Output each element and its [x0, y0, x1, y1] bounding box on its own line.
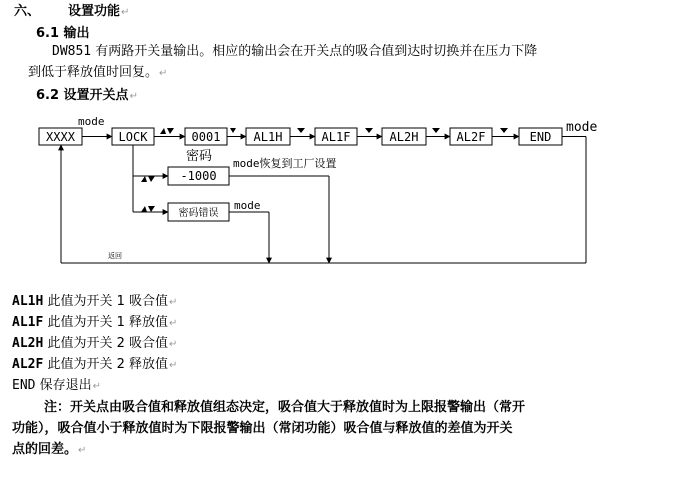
heading-6-2-text: 6.2 设置开关点	[36, 88, 129, 103]
node-xxxx	[39, 128, 82, 145]
node-end	[519, 128, 562, 145]
paragraph-mark-icon: ↵	[169, 360, 178, 371]
up-key-icon	[160, 128, 166, 134]
password-error-box	[168, 203, 229, 221]
note-line3	[12, 442, 86, 459]
def-al2h-code: AL2H	[12, 336, 44, 351]
node-al1f	[315, 128, 357, 145]
password-error-text: 密码错误	[178, 208, 219, 219]
node-al2h	[382, 128, 426, 145]
def-al1h-text: 此值为开关 1 吸合值	[47, 294, 168, 309]
def-al1f	[12, 315, 177, 332]
down-key-icon	[148, 206, 155, 212]
reset-value: -1000	[180, 169, 217, 183]
paragraph-6-1-line2-text: 到低于释放值时回复。	[28, 65, 159, 80]
def-al1f-text: 此值为开关 1 释放值	[47, 315, 168, 330]
up-key-icon	[141, 176, 147, 182]
section-title-text: 设置功能	[68, 4, 121, 19]
heading-6-1: 6.1 输出	[36, 26, 90, 41]
node-al2f-label: AL2F	[456, 130, 486, 144]
node-al2f	[450, 128, 492, 145]
return-label: 返回	[108, 252, 122, 260]
down-key-icon	[500, 128, 508, 133]
paragraph-mark-icon: ↵	[169, 297, 178, 308]
node-password-label: 0001	[191, 130, 221, 144]
down-key-icon	[230, 128, 236, 133]
note-line1: 注：开关点由吸合值和释放值组态决定，吸合值大于释放值时为上限报警输出（常开	[44, 400, 526, 415]
def-end-text: 保存退出	[39, 378, 92, 393]
down-key-icon	[148, 176, 155, 182]
node-lock-label: LOCK	[118, 130, 148, 144]
paragraph-mark-icon: ↵	[159, 68, 168, 79]
down-key-icon	[432, 128, 440, 133]
node-al2h-label: AL2H	[389, 130, 419, 144]
error-mode-label: mode	[234, 199, 261, 212]
model-name: DW851	[52, 44, 92, 59]
node-password	[185, 128, 227, 145]
paragraph-mark-icon: ↵	[121, 7, 130, 18]
reset-note: mode恢复到工厂设置	[233, 157, 337, 170]
def-end-code: END	[12, 378, 36, 393]
def-al2f	[12, 357, 177, 374]
section-number: 六、	[14, 4, 41, 19]
node-al1h-label: AL1H	[253, 130, 283, 144]
def-al2h-text: 此值为开关 2 吸合值	[47, 336, 168, 351]
node-end-label: END	[529, 130, 552, 144]
reset-value-box	[168, 167, 229, 185]
paragraph-mark-icon: ↵	[169, 318, 178, 329]
def-al1f-code: AL1F	[12, 315, 44, 330]
node-al1h	[246, 128, 290, 145]
node-xxxx-label: XXXX	[46, 130, 75, 144]
def-al1h-code: AL1H	[12, 294, 44, 309]
up-key-icon	[141, 206, 147, 212]
def-end	[12, 378, 101, 395]
node-lock	[112, 128, 154, 145]
down-key-icon	[297, 128, 305, 133]
def-al2f-code: AL2F	[12, 357, 44, 372]
mode-label-end: mode	[566, 120, 598, 135]
paragraph-6-1-line1-text: 有两路开关量输出。相应的输出会在开关点的吸合值到达时切换并在压力下降	[95, 44, 538, 59]
paragraph-mark-icon: ↵	[92, 381, 102, 392]
down-key-icon	[365, 128, 373, 133]
down-key-icon	[167, 128, 174, 134]
def-al1h	[12, 294, 177, 311]
node-al1f-label: AL1F	[321, 130, 351, 144]
note-line3-text: 点的回差。	[12, 442, 78, 457]
paragraph-mark-icon: ↵	[129, 91, 138, 102]
mode-label-start: mode	[78, 115, 105, 128]
password-label: 密码	[186, 149, 213, 164]
def-al2h	[12, 336, 177, 353]
paragraph-mark-icon: ↵	[169, 339, 178, 350]
def-al2f-text: 此值为开关 2 释放值	[47, 357, 168, 372]
note-line2: 功能），吸合值小于释放值时为下限报警输出（常闭功能）吸合值与释放值的差值为开关	[12, 421, 513, 436]
paragraph-mark-icon: ↵	[78, 445, 87, 456]
